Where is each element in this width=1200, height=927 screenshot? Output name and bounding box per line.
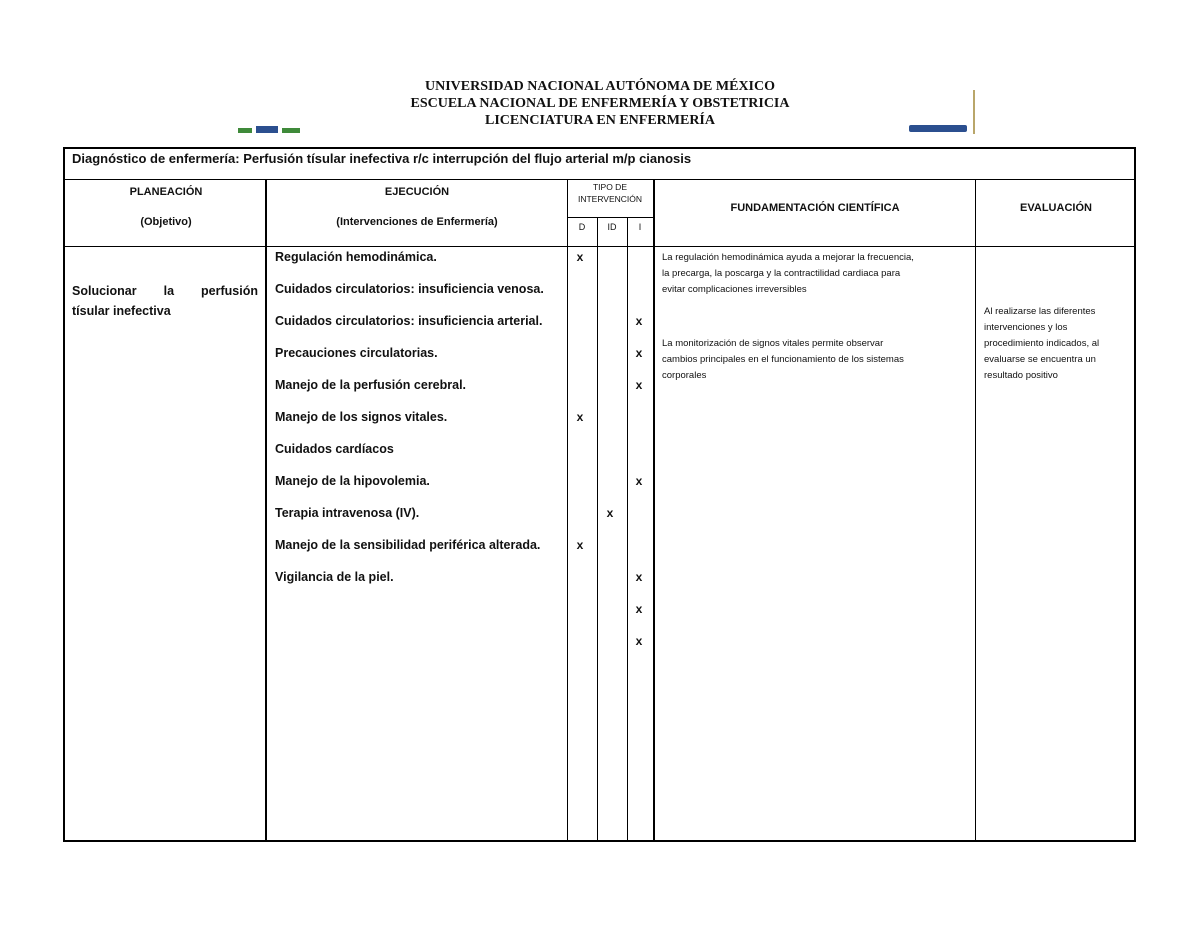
tipo-d-header: D (578, 222, 586, 232)
intervention-item: Regulación hemodinámica. (275, 250, 437, 264)
intervention-item: Terapia intravenosa (IV). (275, 506, 420, 520)
column-divider (627, 217, 628, 842)
scientific-basis-paragraph (662, 250, 970, 298)
column-divider (975, 179, 976, 842)
column-divider (597, 217, 598, 842)
document-header (0, 78, 1200, 129)
objective-text (72, 281, 258, 321)
type-mark-d: x (576, 410, 584, 424)
scientific-basis-line: La regulación hemodinámica ayuda a mejorar la frecuencia, (662, 252, 914, 263)
left-logo-fragment (238, 122, 300, 134)
type-mark-i: x (635, 474, 643, 488)
intervention-item: Manejo de la hipovolemia. (275, 474, 430, 488)
evaluacion-header: EVALUACIÓN (1020, 202, 1092, 214)
evaluation-line: resultado positivo (984, 370, 1058, 381)
ejecucion-header: EJECUCIÓN (384, 186, 450, 198)
program-name: LICENCIATURA EN ENFERMERÍA (485, 113, 715, 128)
type-mark-i: x (635, 570, 643, 584)
intervention-item: Vigilancia de la piel. (275, 570, 394, 584)
intervention-item: Cuidados circulatorios: insuficiencia arterial. (275, 314, 543, 328)
type-mark-id: x (606, 506, 614, 520)
intervention-item: Precauciones circulatorias. (275, 346, 438, 360)
scientific-basis-line: La monitorización de signos vitales permite observar (662, 338, 884, 349)
intervention-item: Cuidados cardíacos (275, 442, 394, 456)
tipo-id-header: ID (607, 222, 617, 232)
evaluation-line: intervenciones y los (984, 322, 1068, 333)
planeacion-subheader: (Objetivo) (140, 216, 192, 228)
scientific-basis-line: la precarga, la poscarga y la contractilidad cardiaca para (662, 268, 901, 279)
type-mark-i: x (635, 314, 643, 328)
scientific-basis-line: cambios principales en el funcionamiento de los sistemas (662, 354, 904, 365)
school-name: ESCUELA NACIONAL DE ENFERMERÍA Y OBSTETRICIA (410, 96, 790, 111)
type-mark-i: x (635, 378, 643, 392)
column-divider (653, 179, 655, 842)
evaluation-line: Al realizarse las diferentes (984, 306, 1096, 317)
scientific-basis-line: evitar complicaciones irreversibles (662, 284, 807, 295)
type-mark-i: x (635, 346, 643, 360)
type-mark-d: x (576, 250, 584, 264)
objective-word: la (163, 284, 175, 298)
tipo-intervencion-header (567, 181, 653, 205)
column-divider (567, 179, 568, 842)
intervention-item: Manejo de la sensibilidad periférica alterada. (275, 538, 541, 552)
type-mark-i: x (635, 634, 643, 648)
intervention-item: Cuidados circulatorios: insuficiencia venosa. (275, 282, 544, 296)
evaluation-line: procedimiento indicados, al (984, 338, 1100, 349)
right-logo-fragment (905, 88, 977, 136)
evaluation-text (984, 304, 1130, 384)
intervention-item: Manejo de los signos vitales. (275, 410, 448, 424)
tipo-i-header: I (638, 222, 642, 232)
tipo-line-2: INTERVENCIÓN (577, 194, 643, 204)
objective-word: Solucionar (72, 284, 137, 298)
type-mark-i: x (635, 602, 643, 616)
evaluation-line: evaluarse se encuentra un (984, 354, 1096, 365)
tipo-separator (567, 217, 653, 218)
fundamentacion-header: FUNDAMENTACIÓN CIENTÍFICA (730, 202, 900, 214)
objective-line-2: tísular inefectiva (72, 304, 171, 318)
university-name: UNIVERSIDAD NACIONAL AUTÓNOMA DE MÉXICO (424, 79, 776, 94)
column-divider (265, 179, 267, 842)
type-mark-d: x (576, 538, 584, 552)
intervention-item: Manejo de la perfusión cerebral. (275, 378, 467, 392)
tipo-line-1: TIPO DE (592, 182, 627, 192)
scientific-basis-paragraph (662, 336, 970, 384)
planeacion-header: PLANEACIÓN (129, 186, 203, 198)
ejecucion-subheader: (Intervenciones de Enfermería) (336, 216, 498, 228)
objective-word: perfusión (201, 284, 258, 298)
nursing-diagnosis: Diagnóstico de enfermería: Perfusión tísular inefectiva r/c interrupción del flujo arterial m/p cianosis (72, 151, 692, 166)
scientific-basis-line: corporales (662, 370, 707, 381)
